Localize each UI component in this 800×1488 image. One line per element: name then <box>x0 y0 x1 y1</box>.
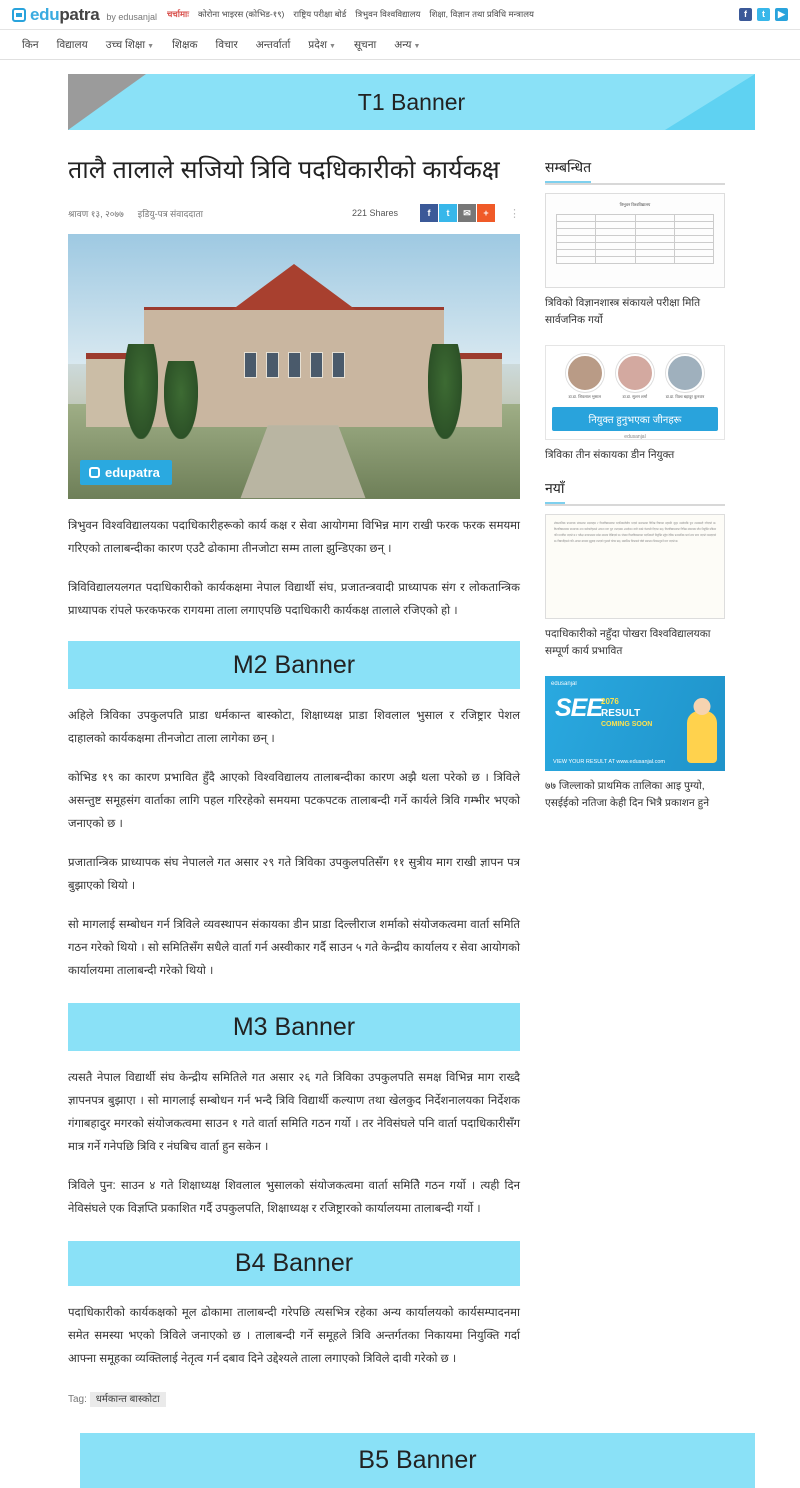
tag-label: Tag: <box>68 1394 87 1406</box>
avatar-name: डा.डा. शिवलाल भुसाल <box>568 393 601 399</box>
promo-button[interactable]: नियुक्त हुनुभएका जीनहरू <box>552 407 718 431</box>
banner-b5[interactable]: B5 Banner <box>80 1433 755 1488</box>
social-links <box>739 8 788 21</box>
article-paragraph: त्यसतै नेपाल विद्यार्थी संघ केन्द्रीय समितिले गत असार २६ गते त्रिविका उपकुलपति समक्ष विभिन्न माग राख्दै ज्ञापनपत्र बुझाएा । सो मागलाई सम्बोधन गर्न भन्दै त्रिवि विद्यार्थी कल्याण तथा खेलकुद निर्देशनालयका निर्देशक गंगाबहादुर मगरको संयोजकत्वमा साउन १ गते वार्ता समिति गठन गर्यो । तर नेविसंघले पनि वार्ता पदाधिकारीसँग मात्र गर्ने गनेपछि त्रिवि र नंघबिच वार्ता हुन सकेन । <box>68 1072 520 1154</box>
avatar-name: डा.डा. विश्व बहादुर कुनवार <box>665 393 705 399</box>
top-bar <box>0 0 800 30</box>
share-facebook-button[interactable]: f <box>420 204 438 222</box>
promo-thumbnail <box>545 345 725 440</box>
share-buttons <box>420 204 495 222</box>
main-navigation <box>0 30 800 60</box>
avatar <box>566 354 604 392</box>
nav-item-7[interactable]: सूचना <box>353 38 377 51</box>
logo-subtitle: by edusanjal <box>106 12 157 22</box>
sidebar-related-title: सम्बन्धित <box>545 158 725 185</box>
youtube-icon[interactable]: ▶ <box>775 8 788 21</box>
sidebar-item-ad[interactable] <box>545 676 725 812</box>
banner-b4[interactable]: B4 Banner <box>68 1241 520 1286</box>
share-count: 221 Shares <box>351 208 398 219</box>
watermark-text: edupatra <box>105 465 160 481</box>
sidebar-item-news[interactable] <box>545 514 725 660</box>
nav-item-1[interactable]: विद्यालय <box>56 38 88 51</box>
more-options-icon[interactable]: ⋮ <box>509 207 520 220</box>
article-paragraph: सो मागलाई सम्बोधन गर्न त्रिविले व्यवस्थापन संकायका डीन प्राडा दिल्लीराज शर्माको संयोजकत्वमा वार्ता समिति गठन गरेको थियो । सो समितिसँग सधैले वार्ता गर्न अस्वीकार गर्दै साउन ५ गते केन्द्रीय कार्यालय र सेवा आयोगको कार्यालयमा तालाबन्दी गरेको थियो । <box>68 919 520 978</box>
sidebar-new-title: नयाँ <box>545 479 725 506</box>
tag-list <box>68 1391 520 1405</box>
nav-item-3[interactable]: शिक्षक <box>172 38 198 51</box>
ad-brand: edusanjal <box>551 680 577 687</box>
article-paragraph: त्रिभुवन विश्वविद्यालयका पदाधिकारीहरूको कार्य कक्ष र सेवा आयोगमा विभिन्न माग राखी फरक फरक समयमा गरिएको तालाबन्दीका कारण एउटै ढोकामा तीनजोटा सम्म ताला झुन्डिएका छन् । <box>68 520 520 556</box>
logo-text: edupatra <box>30 4 100 24</box>
banner-m2[interactable]: M2 Banner <box>68 641 520 689</box>
article-main <box>68 140 520 1415</box>
ticker-label: चर्चामाः <box>166 9 189 19</box>
ticker-item[interactable]: कोरोना भाइरस (कोभिड-१९) <box>197 9 285 19</box>
chevron-down-icon: ▼ <box>413 42 421 50</box>
article-paragraph: पदाधिकारीको कार्यकक्षको मूल ढोकामा तालाबन्दी गरेपछि त्यसभित्र रहेका अन्य कार्यालयको कार्यसम्पादनमा समेत समस्या भएको त्रिविले जनाएको छ । तालाबन्दी गर्ने समूहले त्रिवि अन्तर्गतका निकायमा नियुक्ति गर्दा आफ्ना समूहका व्यक्तिलाई नेतृत्व गर्न दबाव दिने उद्देश्यले ताला लगाएको त्रिविले दावी गरेको छ । <box>68 1307 520 1366</box>
nav-item-0[interactable]: किन <box>22 38 39 51</box>
image-watermark <box>80 460 172 485</box>
content-area <box>0 130 800 1415</box>
avatar-name: डा.डा. सुशन शर्मा <box>622 393 648 399</box>
logo-icon <box>12 8 26 22</box>
ad-character-illustration <box>687 711 717 763</box>
site-logo[interactable] <box>12 5 157 25</box>
article-paragraph: प्रजातान्त्रिक प्राध्यापक संघ नेपालले गत असार २९ गते त्रिविका उपकुलपतिसँग ११ सुत्रीय माग राखी ज्ञापन पत्र बुझाएको थियो । <box>68 857 520 893</box>
document-thumbnail-title: त्रिभुवन विश्वविद्यालय <box>619 202 651 207</box>
see-result-ad[interactable] <box>545 676 725 771</box>
nav-item-4[interactable]: विचार <box>215 38 238 51</box>
sidebar-item-caption[interactable]: ७७ जिल्लाको प्राथमिक तालिका आइ पुग्यो, एसईईको नतिजा केही दिन भित्रै प्रकाशन हुने <box>545 779 710 809</box>
sidebar-item-caption[interactable]: त्रिविको विज्ञानशास्त्र संकायले परीक्षा मिति सार्वजनिक गर्यो <box>545 297 701 326</box>
sidebar-item-document[interactable] <box>545 193 725 329</box>
sidebar-item-caption[interactable]: त्रिविका तीन संकायका डीन नियुक्त <box>545 448 675 461</box>
ad-year: 2076 <box>601 696 619 706</box>
sidebar-item-promo[interactable] <box>545 345 725 464</box>
ticker-item[interactable]: राष्ट्रिय परीक्षा बोर्ड <box>293 9 347 19</box>
chevron-down-icon: ▼ <box>329 42 336 50</box>
avatar <box>616 354 654 392</box>
share-more-button[interactable]: + <box>477 204 495 222</box>
ticker-item[interactable]: शिक्षा, विज्ञान तथा प्रविधि मन्त्रालय <box>429 9 534 19</box>
avatar <box>666 354 704 392</box>
article-meta <box>68 204 520 222</box>
ticker-item[interactable]: त्रिभुवन विश्वविद्यालय <box>355 9 421 19</box>
article-paragraph: अहिले त्रिविका उपकुलपति प्राडा धर्मकान्त बास्कोटा, शिक्षाध्यक्ष प्राडा शिवलाल भुसाल र रजिष्ट्रार पेशल दाहालको कार्यकक्षमा तीनजोटा ताला लागेका छन् । <box>68 710 520 746</box>
article-paragraph: त्रिविविद्यालयलगत पदाधिकारीको कार्यकक्षमा नेपाल विद्यार्थी संघ, प्रजातन्त्रवादी प्राध्यापक संग र लोकतान्त्रिक प्राध्यापक रांपले फरकफरक रागयमा ताला लगाएपछि पदाधिकारी कार्यकक्ष तालाले रजिएको हो । <box>68 582 520 618</box>
nav-item-2[interactable]: उच्च शिक्षा ▼ <box>105 38 155 51</box>
sidebar-item-caption[interactable]: पदाधिकारीको नहुँदा पोखरा विश्वविद्यालयका सम्पूर्ण कार्य प्रभावित <box>545 628 711 658</box>
article-paragraph: त्रिविले पुन: साउन ४ गते शिक्षाध्यक्ष शिवलाल भुसालको संयोजकत्वमा वार्ता समितिे गठन गर्यो । त्यही दिन नेविसंघले एक विज्ञप्ति प्रकाशित गर्दै उपकुलपति, शिक्षाध्यक्ष र रजिष्ट्रारको कार्यालयमा तालाबन्दी गर्यो । <box>68 1180 520 1216</box>
page-title: तालै तालाले सजियो त्रिवि पदधिकारीको कार्यकक्ष <box>68 156 500 184</box>
facebook-icon[interactable]: f <box>739 8 752 21</box>
news-thumbnail: लोकतान्त्रिक प्राध्यापक संगठनका सदस्यहरू र विश्वविद्यालयका पदाधिकारीबीच भएको छलफलमा विभिन्न विषयमा सहमति जुट्न नसकेपछि पुनः तालाबन्दी गरिएको छ। विश्वविद्यालयका प्राध्यापक तथा कर्मचारीहरूले आफ्ना माग पूरा नभएसम्म आन्दोलन जारी राख्ने चेतावनी दिएका छन्। विश्वविद्यालयका विभिन्न संकायका डीन नियुक्ति प्रक्रिया पनि प्रभावित भएको छ र परीक्षा सञ्चालनमा समेत समस्या देखिएको छ। पोखरा विश्वविद्यालयमा पदाधिकारी नियुक्ति नहुँदा दैनिक प्रशासनिक कार्य ठप्प प्रायः भएको जनाइएको छ। विद्यार्थीहरूले पनि आफ्ना समस्या सुनुवाइ नभएको गुनासो गरेका छन्। सम्बन्धित निकायले चाँडो समाधान निकाल्नुपर्ने माग भएको छ। <box>545 514 725 619</box>
ad-coming-soon-label: COMING SOON <box>601 720 653 728</box>
nav-item-5[interactable]: अन्तर्वार्ता <box>255 38 291 51</box>
promo-faces <box>552 354 718 400</box>
banner-m3[interactable]: M3 Banner <box>68 1003 520 1051</box>
article-date: श्रावण १३, २०७७ <box>68 208 124 219</box>
hero-tree <box>428 344 462 439</box>
promo-brand: edusanjal <box>624 433 646 440</box>
chevron-down-icon: ▼ <box>147 42 155 50</box>
news-ticker <box>167 9 729 20</box>
ad-footer-text: VIEW YOUR RESULT AT www.edusanjal.com <box>553 758 665 765</box>
twitter-icon[interactable]: t <box>757 8 770 21</box>
banner-t1[interactable]: T1 Banner <box>68 74 755 130</box>
article-paragraph: कोभिड १९ का कारण प्रभावित हुँदै आएको विश्वविद्यालय तालाबन्दीका कारण अझै थला परेको छ । त्रिविले असन्तुष्ट समूहसंग वार्ताका लागि पहल गरिरहेको समयमा पटकपटक तालाबन्दी गर्ने कार्यले त्रिवि गम्भीर भएको जनाएको छ । <box>68 772 520 831</box>
document-thumbnail <box>545 193 725 288</box>
ad-title: SEE <box>555 693 603 722</box>
hero-tree <box>124 344 158 439</box>
hero-tree <box>164 361 198 439</box>
ad-result-label: RESULT <box>601 707 641 719</box>
watermark-logo-icon <box>89 467 100 478</box>
nav-item-8[interactable]: अन्य ▼ <box>394 38 421 51</box>
article-hero-image <box>68 234 520 499</box>
article-author: इडियु-पत्र संवाददाता <box>137 208 203 219</box>
sidebar <box>545 140 725 828</box>
share-twitter-button[interactable]: t <box>439 204 457 222</box>
share-email-button[interactable]: ✉ <box>458 204 476 222</box>
tag-item[interactable]: धर्मकान्त बास्कोटा <box>90 1392 166 1407</box>
nav-item-6[interactable]: प्रदेश ▼ <box>308 38 336 51</box>
